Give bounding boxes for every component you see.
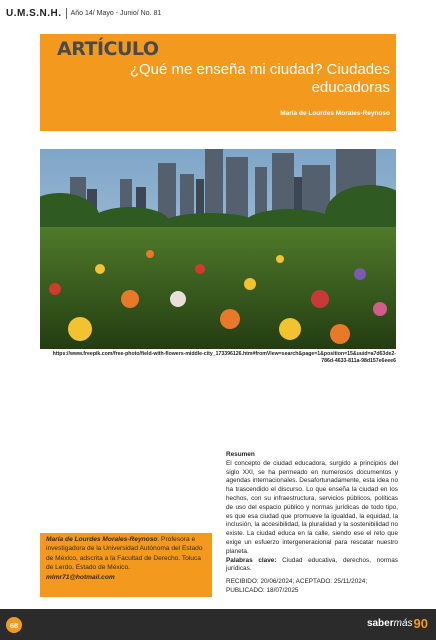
keywords bbox=[226, 557, 398, 575]
author-name: María de Lourdes Morales-Reynoso bbox=[46, 536, 158, 543]
brand-number: 90 bbox=[413, 616, 428, 631]
brand-logo bbox=[367, 616, 428, 631]
author-email[interactable]: mlmr71@hotmail.com bbox=[46, 573, 115, 581]
article-title: ¿Qué me enseña mi ciudad? Ciudades educadoras bbox=[129, 61, 390, 96]
author-bio: . Profesora e investigadora de la Universidad Autónoma del Estado de México, adscrita a la Facultad de Derecho. Toluca de Lerdo, Estado de México. bbox=[46, 536, 203, 572]
abstract-body: El concepto de ciudad educadora, surgido a principios del siglo XXI, se ha permeado en numerosos documentos y agendas internacionales. Desafortunadamente, esta idea no ha trascendido el discurso. Lo que enseña la ciudad en los hechos, con su infraestructura, servicios públicos, políticas de uso del espacio público y normas jurídicas de todo tipo, es que esa ciudad que promueve la igualdad, la equidad, la inclusión, la accesibilidad, la pluralidad y la sostenibilidad no existe. La ciudad educa en la calle, siendo ese el reto que exige un esfuerzo intergeneracional para rescatar nuestro planeta. bbox=[226, 459, 398, 555]
title-block bbox=[40, 34, 396, 131]
article-banner bbox=[40, 34, 396, 131]
page-footer bbox=[0, 609, 436, 640]
issue-info: Año 14/ Mayo - Junio/ No. 81 bbox=[70, 9, 162, 17]
keywords-list: Ciudad educativa, derechos, normas jurídicas. bbox=[226, 556, 399, 573]
page-number: 68 bbox=[6, 617, 22, 633]
brand-word-saber: saber bbox=[366, 618, 394, 629]
city-flowers-photo bbox=[40, 149, 396, 349]
running-header bbox=[6, 6, 161, 20]
banner-author: María de Lourdes Morales-Reynoso bbox=[280, 110, 390, 117]
brand-word-mas: más bbox=[393, 618, 413, 629]
image-credit: https://www.freepik.com/free-photo/field-with-flowers-middle-city_173396126.htm#fromView=search&page=1&position=15&uuid=a7d63de2-786d-4633-811a-98d157e6eee6 bbox=[52, 351, 396, 364]
keywords-label: Palabras clave: bbox=[226, 556, 277, 564]
journal-name: U.M.S.N.H. bbox=[6, 7, 62, 19]
abstract bbox=[226, 451, 398, 596]
abstract-heading: Resumen bbox=[226, 451, 255, 458]
author-bio-box bbox=[40, 533, 212, 597]
publication-dates: RECIBIDO: 20/06/2024; ACEPTADO: 25/11/2024; PUBLICADO: 18/07/2025 bbox=[226, 578, 368, 594]
section-label: ARTÍCULO bbox=[57, 38, 159, 60]
header-divider bbox=[66, 8, 67, 19]
